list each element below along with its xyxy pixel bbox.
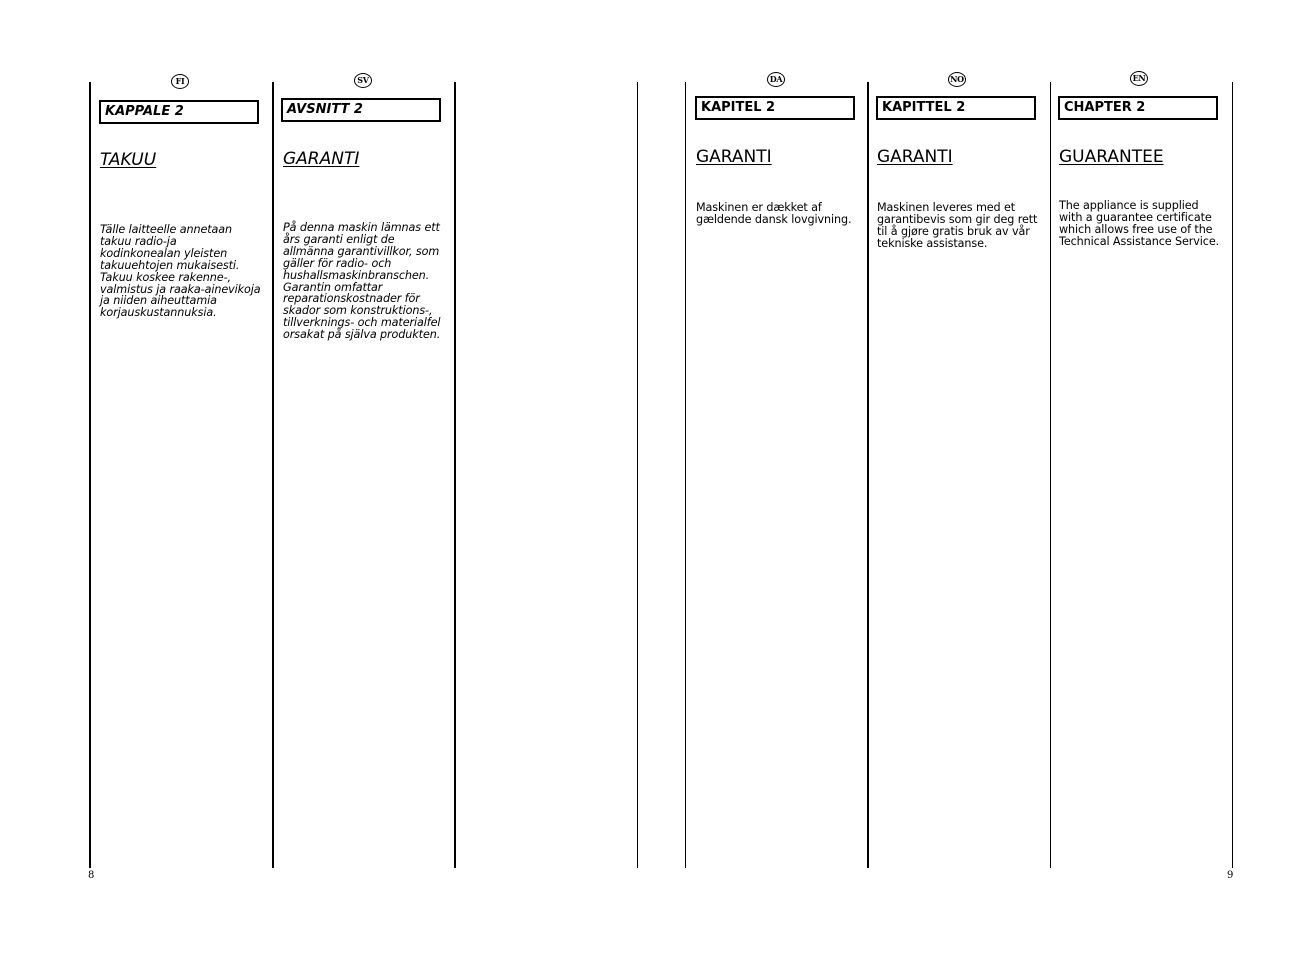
body-paragraph bbox=[696, 202, 851, 226]
chapter-label: KAPITTEL 2 bbox=[876, 96, 1036, 120]
section-heading: GARANTI bbox=[877, 147, 953, 167]
chapter-label: KAPITEL 2 bbox=[695, 96, 855, 120]
body-paragraph bbox=[100, 224, 261, 319]
column-rule bbox=[1050, 82, 1051, 868]
body-paragraph bbox=[283, 222, 440, 341]
column-rule bbox=[867, 82, 869, 868]
body-line: ja niiden aiheuttamia bbox=[100, 294, 217, 308]
body-line: kodinkonealan yleisten bbox=[100, 246, 228, 260]
body-line: Maskinen leveres med et bbox=[877, 201, 1016, 214]
language-badge-no: NO bbox=[948, 72, 966, 87]
body-line: Tälle laitteelle annetaan bbox=[100, 223, 233, 236]
body-line: års garanti enligt de bbox=[283, 232, 395, 246]
body-line: Takuu koskee rakenne-, bbox=[100, 270, 231, 284]
chapter-label: AVSNITT 2 bbox=[281, 98, 441, 122]
body-line: valmistus ja raaka-ainevikoja bbox=[100, 282, 261, 296]
body-line: takuuehtojen mukaisesti. bbox=[100, 258, 240, 272]
language-badge-en: EN bbox=[1130, 71, 1148, 86]
section-heading: GARANTI bbox=[696, 147, 772, 167]
body-line: Technical Assistance Service. bbox=[1059, 234, 1220, 248]
section-heading: GUARANTEE bbox=[1059, 147, 1164, 167]
page-fold-rule bbox=[637, 82, 638, 868]
column-rule bbox=[685, 82, 686, 868]
chapter-label: CHAPTER 2 bbox=[1058, 96, 1218, 120]
body-line: gäller för radio- och bbox=[283, 256, 392, 270]
body-line: gældende dansk lovgivning. bbox=[696, 212, 852, 226]
section-heading: TAKUU bbox=[100, 150, 157, 170]
body-line: skador som konstruktions-, bbox=[283, 304, 433, 318]
body-line: korjauskustannuksia. bbox=[100, 306, 217, 320]
body-line: takuu radio-ja bbox=[100, 234, 177, 248]
column-rule bbox=[454, 82, 456, 868]
language-badge-sv: SV bbox=[354, 73, 372, 88]
body-paragraph bbox=[1059, 200, 1219, 248]
body-line: garantibevis som gir deg rett bbox=[877, 212, 1038, 226]
body-line: Maskinen er dækket af bbox=[696, 201, 822, 214]
chapter-label: KAPPALE 2 bbox=[99, 100, 259, 124]
body-line: hushallsmaskinbranschen. bbox=[283, 268, 430, 282]
language-badge-fi: FI bbox=[171, 74, 189, 89]
body-line: orsakat på själva produkten. bbox=[283, 328, 441, 342]
body-line: tillverknings- och materialfel bbox=[283, 316, 441, 330]
body-line: tekniske assistanse. bbox=[877, 236, 988, 250]
body-line: allmänna garantivillkor, som bbox=[283, 244, 440, 258]
column-rule bbox=[272, 82, 274, 868]
body-line: reparationskostnader för bbox=[283, 292, 420, 306]
page-number-right: 9 bbox=[1227, 870, 1234, 881]
body-line: På denna maskin lämnas ett bbox=[283, 221, 440, 234]
page-number-left: 8 bbox=[88, 870, 95, 881]
column-rule bbox=[1232, 82, 1233, 868]
body-line: which allows free use of the bbox=[1059, 222, 1213, 236]
body-line: til å gjøre gratis bruk av vår bbox=[877, 224, 1030, 238]
body-line: with a guarantee certificate bbox=[1059, 210, 1212, 224]
body-paragraph bbox=[877, 202, 1037, 250]
body-line: Garantin omfattar bbox=[283, 280, 383, 294]
body-line: The appliance is supplied bbox=[1059, 199, 1199, 212]
section-heading: GARANTI bbox=[283, 149, 360, 169]
language-badge-da: DA bbox=[767, 72, 785, 87]
column-rule bbox=[89, 82, 91, 868]
